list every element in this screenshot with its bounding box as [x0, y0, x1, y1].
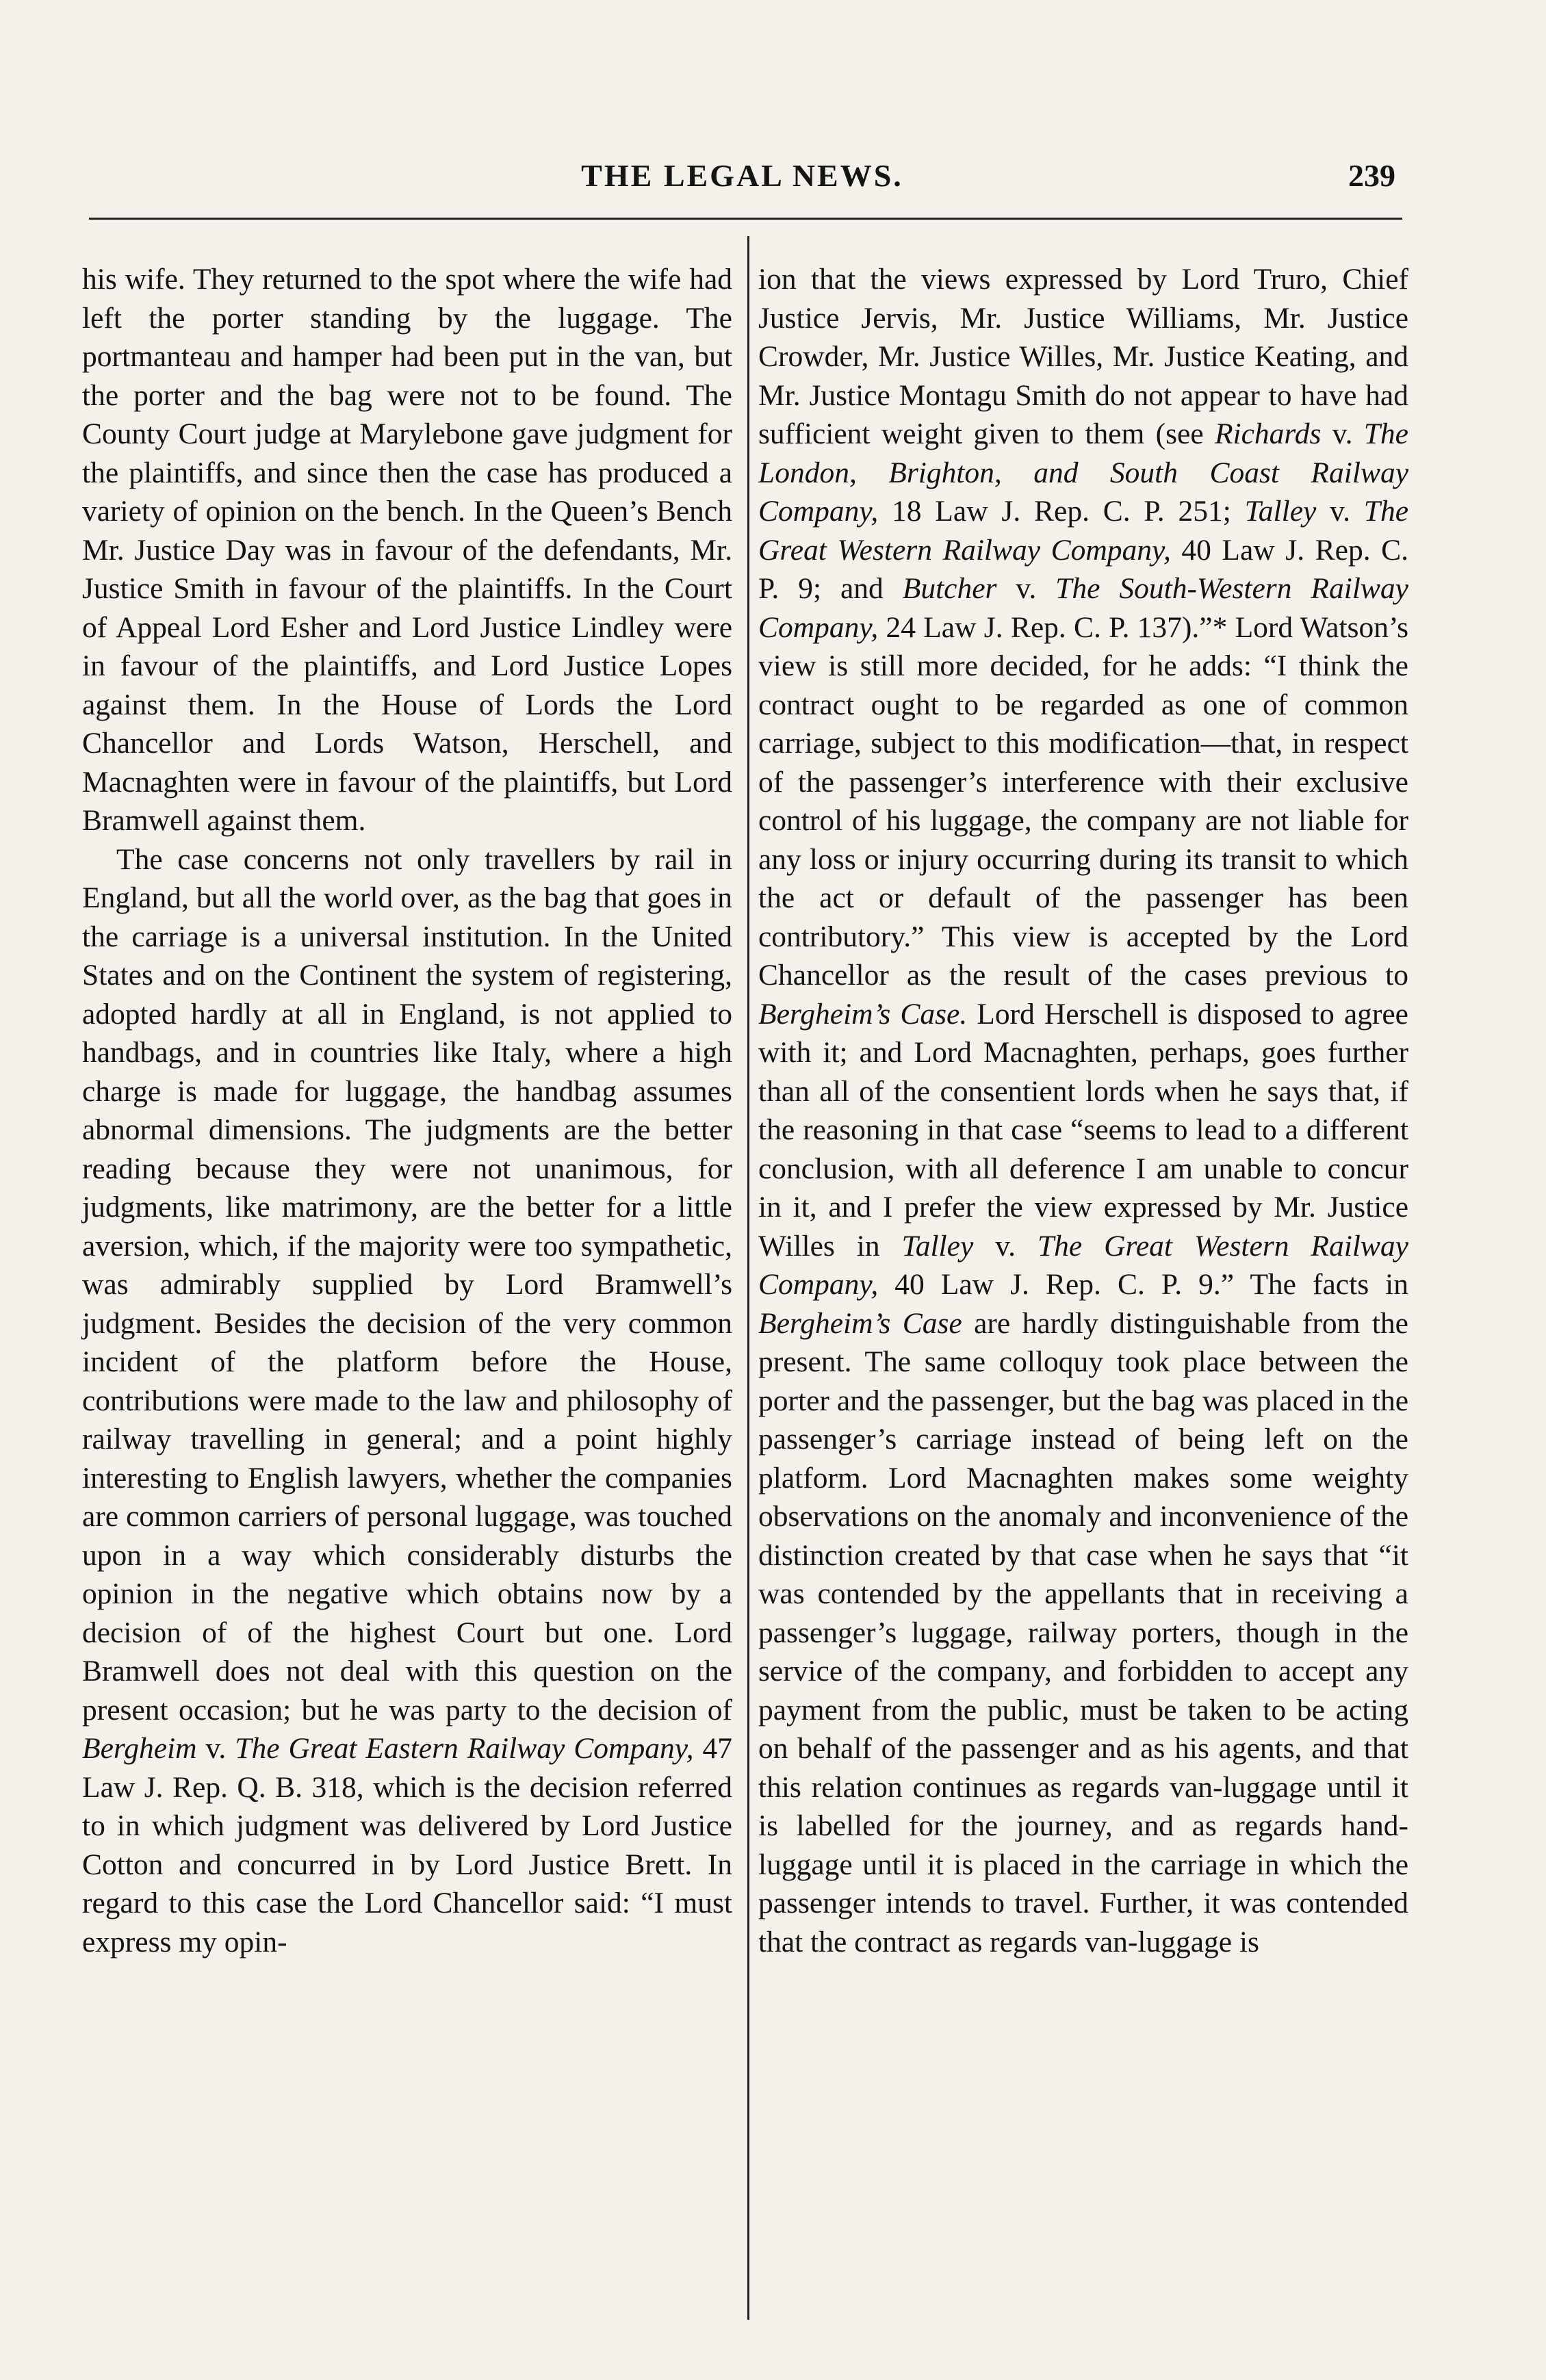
paragraph: [758, 260, 1416, 1961]
paragraph-text: Lord Herschell is disposed to agree with it; and Lord Macnaghten, perhaps, goes further than all of the consentient lords when he says that, if the reasoning in that case “seems to lead to a different conclusion, with all deference I am unable to concur in it, and I prefer the view expressed by Mr. Justice Willes in: [758, 997, 1416, 1263]
left-column: [82, 260, 740, 1961]
page-number: 239: [1348, 158, 1395, 193]
header-rule: [89, 218, 1402, 220]
case-name: Butcher: [902, 572, 997, 605]
case-name: Richards: [1214, 417, 1322, 450]
case-name: The Great Western Railway Company,: [758, 495, 1409, 567]
paragraph-text: his wife. They returned to the spot where the wife had left the porter standing by the luggage. The portmanteau and hamper had been put in the van, but the porter and the bag were not to be found. The County Court judge at Marylebone gave judgment for the plaintiffs, and since then the case has produced a variety of opinion on the bench. In the Queen’s Bench Mr. Justice Day was in favour of the defendants, Mr. Justice Smith in favour of the plaintiffs. In the Court of Appeal Lord Esher and Lord Justice Lindley were in favour of the plaintiffs, and Lord Justice Lopes against them. In the House of Lords the Lord Chancellor and Lords Watson, Herschell, and Macnaghten were in favour of the plaintiffs, but Lord Bramwell against them.: [82, 263, 740, 837]
right-column: [758, 260, 1416, 1961]
paragraph-text: 47 Law J. Rep. Q. B. 318, which is the decision referred to in which judgment was delivered by Lord Justice Cotton and concurred in by Lord Justice Brett. In regard to this case the Lord Chancellor said: “I must express my opin-: [82, 1732, 740, 1958]
case-name: Bergheim’s Case.: [758, 997, 968, 1031]
paragraph-text: 24 Law J. Rep. C. P. 137).”* Lord Watson’s view is still more decided, for he adds: “I think the contract ought to be regarded as one of common carriage, subject to this modification—that, in respect of the passenger’s interference with their exclusive control of his luggage, the company are not liable for any loss or injury occurring during its transit to which the act or default of the passenger has been contributory.” This view is accepted by the Lord Chancellor as the result of the cases previous to: [758, 610, 1416, 992]
case-name: Talley: [1244, 495, 1317, 528]
case-name: Talley: [901, 1229, 974, 1263]
running-header: [89, 144, 1395, 198]
paragraph-text: v.: [973, 1229, 1038, 1263]
paragraph-text: 40 Law J. Rep. C. P. 9.” The facts in: [878, 1268, 1416, 1301]
case-name: The Great Western Railway Company,: [758, 1229, 1408, 1301]
case-name: The South-Western Railway Company,: [758, 572, 1408, 644]
paragraph-text: are hardly distinguishable from the present. The same colloquy took place between the porter and the passenger, but the bag was placed in the passenger’s carriage instead of being left on the platform. Lord Macnaghten makes some weighty observations on the anomaly and inconvenience of the distinction created by that case when he says that “it was contended by the appellants that in receiving a passenger’s luggage, railway porters, though in the service of the company, and forbidden to accept any payment from the public, must be taken to be acting on behalf of the passenger and as his agents, and that this relation continues as regards van-luggage until it is labelled for the journey, and as regards hand-luggage until it is placed in the carriage in which the passenger intends to travel. Further, it was contended that the contract as regards van-luggage is: [758, 1306, 1416, 1958]
paragraph: [82, 260, 740, 840]
paragraph-text: v.: [1321, 417, 1364, 450]
journal-title: THE LEGAL NEWS.: [581, 158, 903, 193]
case-name: The London, Brighton, and South Coast Railway Company,: [758, 417, 1408, 528]
column-divider: [747, 236, 749, 2320]
case-name: Bergheim’s Case: [758, 1306, 962, 1340]
paragraph-text: ion that the views expressed by Lord Truro, Chief Justice Jervis, Mr. Justice Williams, Mr. Justice Crowder, Mr. Justice Willes, Mr. Justice Keating, and Mr. Justice Montagu Smith do not appear to have had sufficient weight given to them (see: [758, 263, 1416, 450]
paragraph-text: 18 Law J. Rep. C. P. 251;: [878, 495, 1245, 528]
paragraph-text: The case concerns not only travellers by rail in England, but all the world over, as the bag that goes in the carriage is a universal institution. In the United States and on the Continent the system of registering, adopted hardly at all in England, is not applied to handbags, and in countries like Italy, where a high charge is made for luggage, the handbag assumes abnormal dimensions. The judgments are the better reading because they were not unanimous, for judgments, like matrimony, are the better for a little aversion, which, if the majority were too sympathetic, was admirably supplied by Lord Bramwell’s judgment. Besides the decision of the very common incident of the platform before the House, contributions were made to the law and philosophy of railway travelling in general; and a point highly interesting to English lawyers, whether the companies are common carriers of personal luggage, was touched upon in a way which considerably disturbs the opinion in the negative which obtains now by a decision of of the highest Court but one. Lord Bramwell does not deal with this question on the present occasion; but he was party to the decision of: [82, 842, 740, 1726]
paragraph: [82, 840, 740, 1962]
case-name: Bergheim: [82, 1732, 197, 1765]
paragraph-text: v.: [1316, 495, 1364, 528]
paragraph-text: v.: [196, 1732, 235, 1765]
case-name: The Great Eastern Railway Company,: [235, 1732, 694, 1765]
paragraph-text: 40 Law J. Rep. C. P. 9; and: [758, 533, 1416, 605]
paragraph-text: v.: [996, 572, 1056, 605]
